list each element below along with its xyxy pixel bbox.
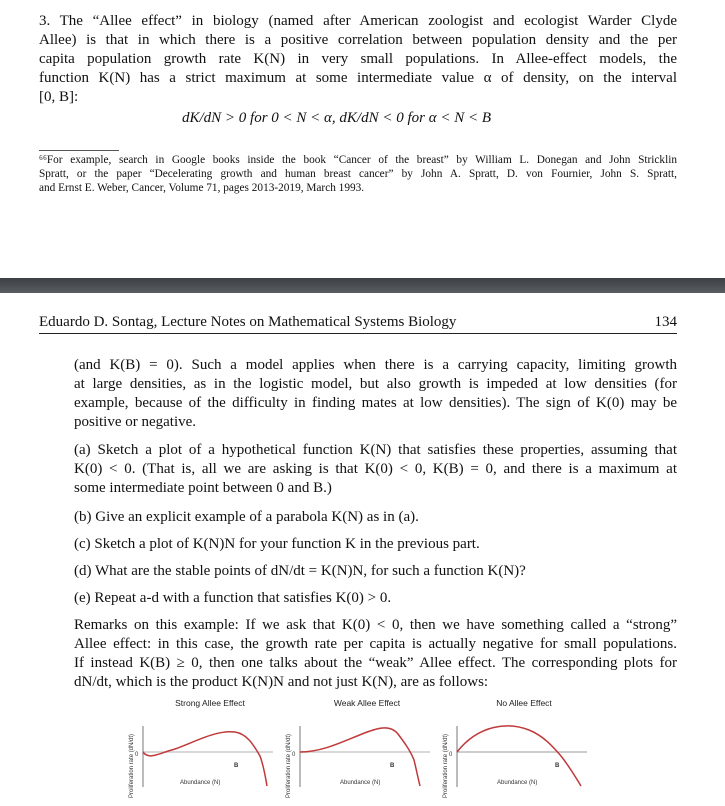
text-line: capita population growth rate K(N) in very small populations. In Allee-effect models, the: [39, 51, 677, 67]
text-line: (c) Sketch a plot of K(N)N for your function K in the previous part.: [74, 536, 480, 552]
page-number: 134: [654, 314, 677, 330]
text-line: 3. The “Allee effect” in biology (named after American zoologist and ecologist Warder Clyde: [39, 13, 677, 29]
footnote-line: and Ernst E. Weber, Cancer, Volume 71, pages 2013-2019, March 1993.: [39, 182, 365, 194]
plot-xlabel: Abundance (N): [497, 780, 538, 786]
plot-root: B: [555, 763, 560, 769]
text-line: (e) Repeat a-d with a function that satisfies K(0) > 0.: [74, 590, 392, 606]
text-line: [0, B]:: [39, 89, 79, 105]
text-line: Allee) is that in which there is a positive correlation between population density and the per: [39, 32, 677, 48]
text-line: positive or negative.: [74, 414, 197, 430]
plot-no-allee: [439, 694, 589, 801]
footnote-line: Spratt, or the paper “Decelerating growth and human breast cancer” by John A. Spratt, D. von Fournier, John S. Spratt,: [39, 168, 677, 180]
plot-zero: 0: [135, 752, 139, 758]
plot-zero: 0: [292, 752, 296, 758]
plot-title: No Allee Effect: [496, 698, 552, 708]
plot-strong-allee: [125, 694, 275, 801]
plot-xlabel: Abundance (N): [180, 780, 221, 786]
plot-weak-allee: [282, 694, 432, 801]
running-header: [39, 314, 677, 334]
plot-title: Strong Allee Effect: [175, 698, 245, 708]
footnote-line: ⁶⁶For example, search in Google books inside the book “Cancer of the breast” by William L. Donegan and John Stricklin: [39, 154, 677, 166]
header-title: Eduardo D. Sontag, Lecture Notes on Mathematical Systems Biology: [39, 314, 457, 330]
text-line: dN/dt, which is the product K(N)N and not just K(N), are as follows:: [74, 674, 489, 690]
text-line: (and K(B) = 0). Such a model applies when there is a carrying capacity, limiting growth: [74, 357, 677, 373]
curve: [143, 732, 267, 786]
text-line: at large densities, as in the logistic model, but also growth is impeded at low densities (for: [74, 376, 677, 392]
plot-root: B: [390, 763, 395, 769]
text-line: (a) Sketch a plot of a hypothetical function K(N) that satisfies these properties, assuming that: [74, 442, 677, 458]
text-line: Allee effect: in this case, the growth rate per capita is actually negative for small populations.: [74, 636, 677, 652]
plot-ylabel: Proliferation rate (dN/dt): [443, 733, 449, 798]
equation: dK/dN > 0 for 0 < N < α, dK/dN < 0 for α < N < B: [182, 110, 492, 126]
text-line: (d) What are the stable points of dN/dt = K(N)N, for such a function K(N)?: [74, 563, 526, 579]
plot-ylabel: Proliferation rate (dN/dt): [129, 733, 135, 798]
text-line: Remarks on this example: If we ask that K(0) < 0, then we have something called a “strong”: [74, 617, 677, 633]
plot-title: Weak Allee Effect: [333, 698, 401, 708]
plot-xlabel: Abundance (N): [340, 780, 381, 786]
plot-ylabel: Proliferation rate (dN/dt): [286, 733, 292, 798]
plot-root: B: [234, 763, 239, 769]
footnote-rule: [39, 150, 119, 151]
text-line: (b) Give an explicit example of a parabola K(N) as in (a).: [74, 509, 419, 525]
text-line: some intermediate point between 0 and B.): [74, 480, 332, 496]
text-line: K(0) < 0. (That is, all we are asking is that K(0) < 0, K(B) = 0, and there is a maximum at: [74, 461, 677, 477]
plot-zero: 0: [449, 752, 453, 758]
text-line: function K(N) has a strict maximum at some intermediate value α of density, on the interval: [39, 70, 677, 86]
text-line: example, because of the difficulty in finding mates at low densities). The sign of K(0) may be: [74, 395, 677, 411]
page-separator: [0, 278, 725, 293]
curve: [300, 728, 420, 786]
text-line: If instead K(B) ≥ 0, then one talks about the “weak” Allee effect. The corresponding plots for: [74, 655, 677, 671]
curve: [457, 726, 581, 786]
